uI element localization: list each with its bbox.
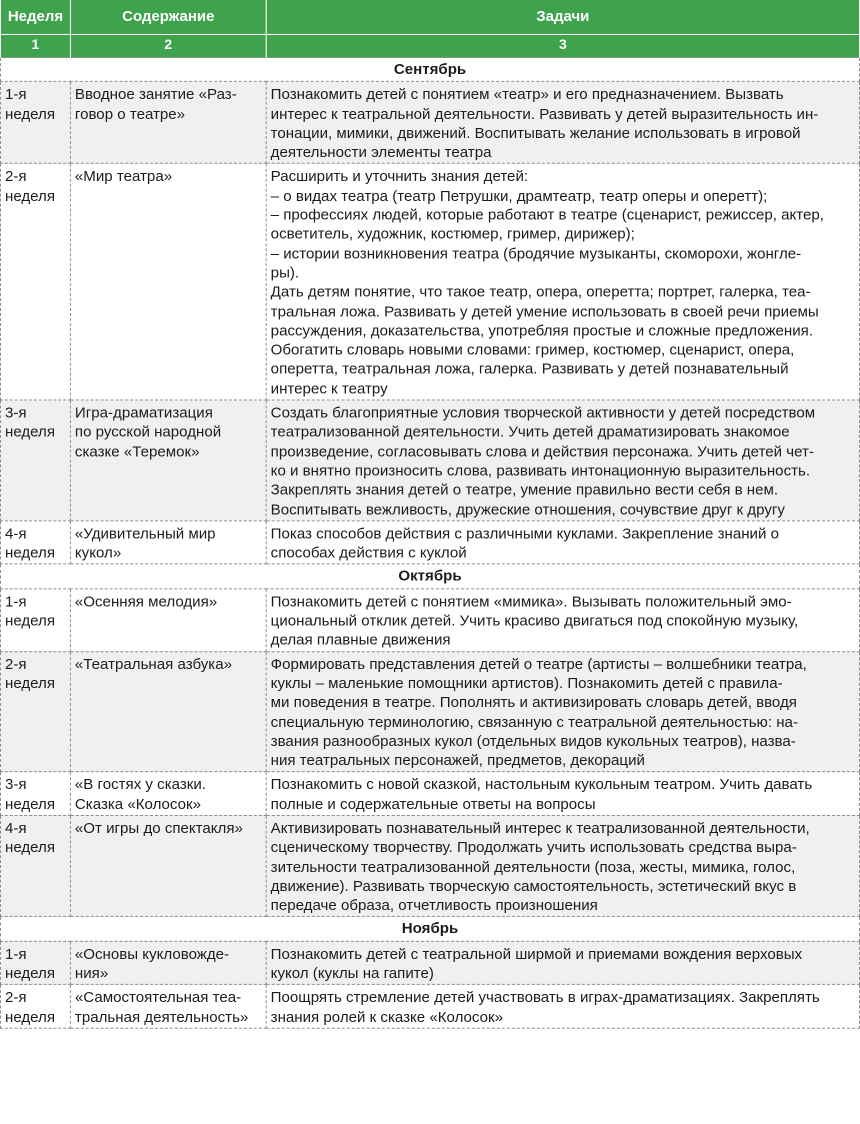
tasks-cell [266,521,859,565]
tasks-line: движение). Развивать творческую самостоятельность, эстетический вкус в [270,877,797,895]
tasks-cell [266,164,859,400]
tasks-line: – истории возникновения театра (бродячие музыканты, скоморохи, жонгле- [270,245,802,263]
week-line: неделя [4,612,56,630]
week-line: 2-я [4,168,27,186]
week-line: 1-я [4,593,27,611]
content-line: «Основы кукловожде- [74,945,230,963]
week-line: 3-я [4,404,27,422]
table-row [0,164,859,400]
table-row [0,772,859,816]
tasks-line: ко и внятно произносить слова, развивать интонационную выразительность. [270,462,811,480]
content-cell [70,651,266,772]
tasks-line: Обогатить словарь новыми словами: гример, костюмер, сценарист, опера, [270,341,795,359]
tasks-line: полные и содержательные ответы на вопросы [270,795,596,813]
week-line: неделя [4,187,56,205]
tasks-line: передаче образа, отчетливость произношения [270,897,598,915]
table-row [0,816,859,917]
week-line: неделя [4,544,56,562]
week-line: 4-я [4,820,27,838]
week-cell [0,82,70,164]
content-cell [70,164,266,400]
week-cell [0,400,70,521]
content-line: сказке «Теремок» [74,443,200,461]
table-row [0,985,859,1029]
tasks-line: произведение, согласовывать слова и действия персонажа. Учить детей чет- [270,443,814,461]
header-content: Содержание [70,0,266,34]
tasks-line: знания ролей к сказке «Колосок» [270,1008,504,1026]
content-line: по русской народной [74,423,222,441]
table-row [0,400,859,521]
tasks-line: – о видах театра (театр Петрушки, драмтеатр, театр оперы и оперетт); [270,187,768,205]
week-cell [0,941,70,985]
header-row [0,0,859,34]
tasks-line: Познакомить детей с понятием «мимика». Вызывать положительный эмо- [270,593,792,611]
tasks-line: Познакомить детей с понятием «театр» и его предназначением. Вызвать [270,86,784,104]
tasks-line: осветитель, художник, костюмер, гример, дирижер); [270,226,635,244]
tasks-line: рассуждения, доказательства, употребляя простые и сложные предложения. [270,322,814,340]
content-cell [70,816,266,917]
tasks-cell [266,82,859,164]
content-line: «Мир театра» [74,168,173,186]
tasks-line: Активизировать познавательный интерес к театрализованной деятельности, [270,820,810,838]
month-heading: Октябрь [0,564,859,588]
content-line: Игра-драматизация [74,404,213,422]
tasks-line: способах действия с куклой [270,544,467,562]
tasks-line: Расширить и уточнить знания детей: [270,168,529,186]
tasks-line: Познакомить с новой сказкой, настольным кукольным театром. Учить давать [270,776,813,794]
tasks-cell [266,589,859,652]
table-row [0,589,859,652]
week-cell [0,521,70,565]
tasks-line: Воспитывать вежливость, дружеские отношения, сочувствие друг к другу [270,500,785,518]
content-cell [70,521,266,565]
week-line: неделя [4,839,56,857]
column-number-3: 3 [266,34,859,57]
week-line: 2-я [4,989,27,1007]
tasks-line: циональный отклик детей. Учить красиво двигаться под спокойную музыку, [270,612,799,630]
month-heading: Сентябрь [0,57,859,81]
tasks-line: Закреплять знания детей о театре, умение правильно вести себя в нем. [270,481,779,499]
week-line: 4-я [4,525,27,543]
content-cell [70,82,266,164]
week-cell [0,651,70,772]
tasks-line: деятельности элементы театра [270,144,492,162]
content-line: Сказка «Колосок» [74,795,202,813]
tasks-line: ния театральных персонажей, предметов, декораций [270,752,645,770]
week-cell [0,985,70,1029]
month-row [0,57,859,81]
week-line: неделя [4,964,56,982]
week-line: неделя [4,1008,56,1026]
tasks-cell [266,400,859,521]
tasks-cell [266,985,859,1029]
tasks-line: – профессиях людей, которые работают в театре (сценарист, режиссер, актер, [270,206,824,224]
column-number-1: 1 [0,34,70,57]
content-cell [70,589,266,652]
content-line: кукол» [74,544,122,562]
content-line: «Осенняя мелодия» [74,593,218,611]
tasks-line: Дать детям понятие, что такое театр, опера, оперетта; портрет, галерка, теа- [270,283,811,301]
tasks-line: куклы – маленькие помощники артистов). Познакомить детей с правила- [270,675,783,693]
week-cell [0,772,70,816]
tasks-line: Познакомить детей с театральной ширмой и приемами вождения верховых [270,945,803,963]
week-line: неделя [4,423,56,441]
table-row [0,941,859,985]
week-line: неделя [4,795,56,813]
week-line: неделя [4,675,56,693]
month-heading: Ноябрь [0,917,859,941]
content-line: «В гостях у сказки. [74,776,206,794]
content-cell [70,400,266,521]
content-line: ния» [74,964,109,982]
content-cell [70,941,266,985]
week-line: 2-я [4,655,27,673]
table-row [0,82,859,164]
tasks-line: тральная ложа. Развивать у детей умение использовать в своей речи приемы [270,303,819,321]
week-line: неделя [4,105,56,123]
tasks-line: звания разнообразных кукол (отдельных видов кукольных театров), назва- [270,732,796,750]
tasks-line: сценическому творчеству. Продолжать учить использовать средства выра- [270,839,797,857]
tasks-line: зительности театрализованной деятельности (поза, жесты, мимика, голос, [270,858,796,876]
tasks-line: кукол (куклы на гапите) [270,964,434,982]
table-row [0,651,859,772]
tasks-line: специальную терминологию, связанную с театральной деятельностью: на- [270,713,798,731]
tasks-line: Поощрять стремление детей участвовать в играх-драматизациях. Закреплять [270,989,820,1007]
column-number-row [0,34,859,57]
tasks-cell [266,772,859,816]
content-line: «Удивительный мир [74,525,216,543]
tasks-line: Формировать представления детей о театре (артисты – волшебники театра, [270,655,807,673]
tasks-line: ры). [270,264,300,282]
week-cell [0,589,70,652]
tasks-line: театрализованной деятельности. Учить детей драматизировать знакомое [270,423,790,441]
header-week: Неделя [0,0,70,34]
tasks-line: делая плавные движения [270,631,451,649]
tasks-line: ми поведения в театре. Пополнять и активизировать словарь детей, вводя [270,694,797,712]
table-body [0,57,859,1028]
content-line: «Театральная азбука» [74,655,232,673]
tasks-line: Показ способов действия с различными куклами. Закрепление знаний о [270,525,779,543]
table-row [0,521,859,565]
content-cell [70,985,266,1029]
week-line: 3-я [4,776,27,794]
header-tasks: Задачи [266,0,859,34]
tasks-line: оперетта, театральная ложа, галерка. Развивать у детей познавательный [270,361,789,379]
week-cell [0,164,70,400]
content-line: «От игры до спектакля» [74,820,243,838]
tasks-cell [266,941,859,985]
content-cell [70,772,266,816]
tasks-cell [266,816,859,917]
week-cell [0,816,70,917]
month-row [0,564,859,588]
content-line: «Самостоятельная теа- [74,989,242,1007]
tasks-cell [266,651,859,772]
tasks-line: тонации, мимики, движений. Воспитывать желание использовать в игровой [270,124,801,142]
content-line: говор о театре» [74,105,186,123]
tasks-line: интерес к театру [270,380,388,398]
week-line: 1-я [4,945,27,963]
column-number-2: 2 [70,34,266,57]
week-line: 1-я [4,86,27,104]
content-line: Вводное занятие «Раз- [74,86,237,104]
month-row [0,917,859,941]
tasks-line: Создать благоприятные условия творческой активности у детей посредством [270,404,816,422]
content-line: тральная деятельность» [74,1008,249,1026]
tasks-line: интерес к театральной деятельности. Развивать у детей выразительность ин- [270,105,819,123]
